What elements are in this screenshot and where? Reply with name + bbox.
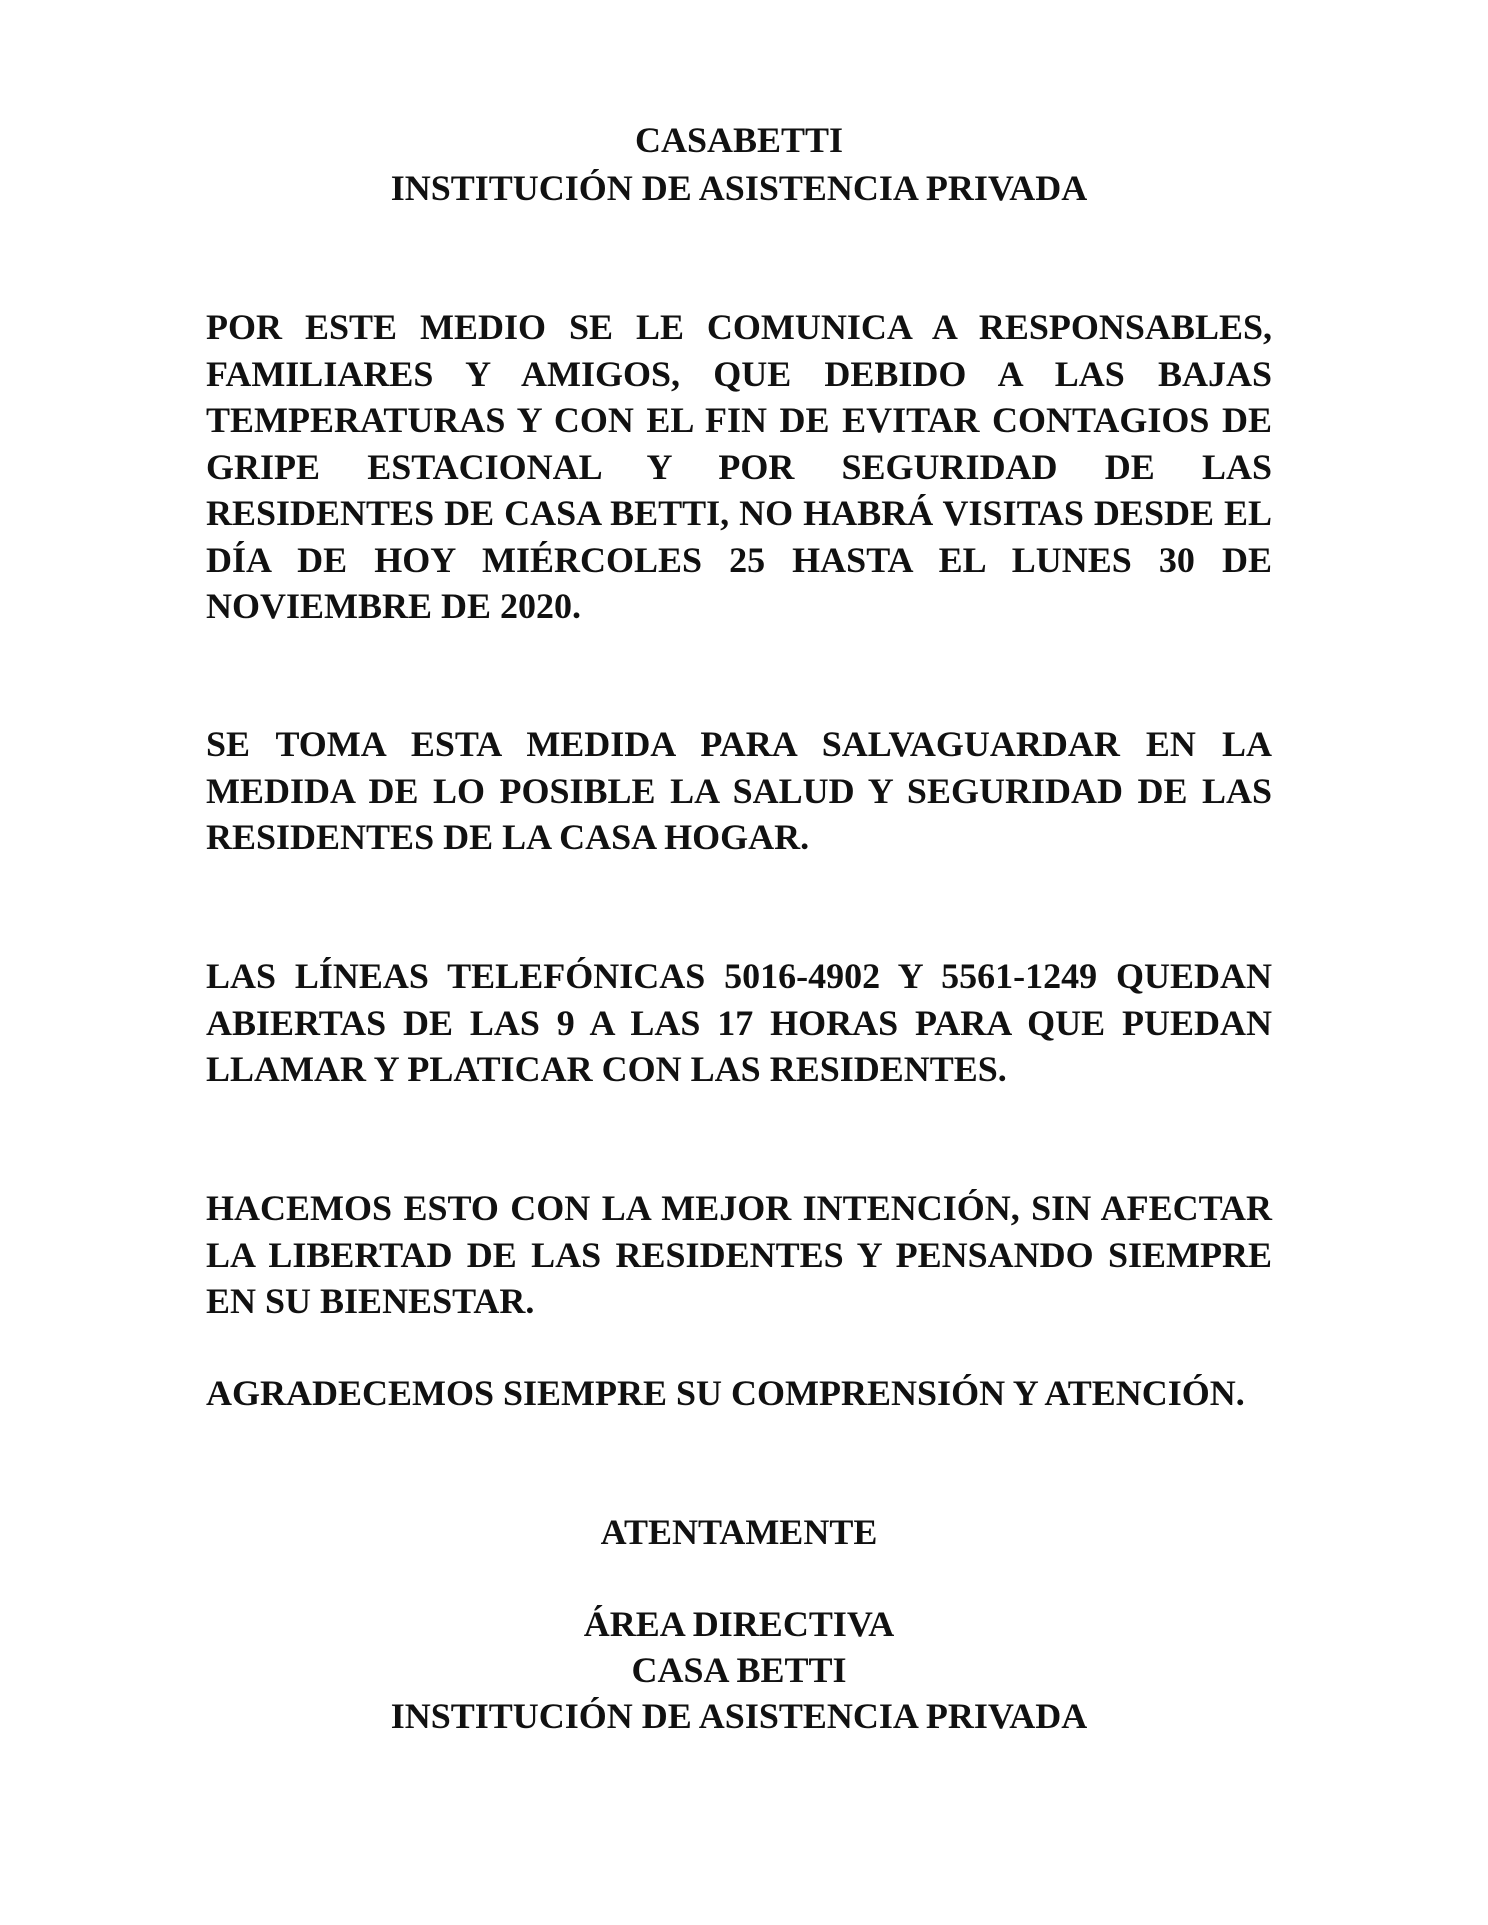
letterhead — [206, 116, 1272, 212]
intention-paragraph: HACEMOS ESTO CON LA MEJOR INTENCIÓN, SIN AFECTAR LA LIBERTAD DE LAS RESIDENTES Y PENSANDO SIEMPRE EN SU BIENESTAR. — [206, 1188, 1272, 1321]
organization-subtitle: INSTITUCIÓN DE ASISTENCIA PRIVADA — [390, 168, 1088, 208]
notice-paragraph: POR ESTE MEDIO SE LE COMUNICA A RESPONSABLES, FAMILIARES Y AMIGOS, QUE DEBIDO A LAS BAJAS TEMPERATURAS Y CON EL FIN DE EVITAR CONTAGIOS DE GRIPE ESTACIONAL Y POR SEGURIDAD DE LAS RESIDENTES DE CASA BETTI, NO HABRÁ VISITAS DESDE EL DÍA DE HOY MIÉRCOLES 25 HASTA EL LUNES 30 DE NOVIEMBRE DE 2020. — [206, 307, 1272, 626]
thanks-paragraph: AGRADECEMOS SIEMPRE SU COMPRENSIÓN Y ATENCIÓN. — [206, 1373, 1245, 1413]
closing-salutation: ATENTAMENTE — [600, 1512, 878, 1552]
phone-lines-paragraph: LAS LÍNEAS TELEFÓNICAS 5016-4902 Y 5561-1249 QUEDAN ABIERTAS DE LAS 9 A LAS 17 HORAS PARA QUE PUEDAN LLAMAR Y PLATICAR CON LAS RESIDENTES. — [206, 956, 1272, 1089]
document-page — [206, 0, 1272, 1925]
organization-name: CASABETTI — [634, 120, 844, 160]
signature-name: CASA BETTI — [631, 1650, 847, 1690]
signature-block — [206, 1601, 1272, 1739]
signature-area: ÁREA DIRECTIVA — [583, 1604, 895, 1644]
measure-paragraph: SE TOMA ESTA MEDIDA PARA SALVAGUARDAR EN LA MEDIDA DE LO POSIBLE LA SALUD Y SEGURIDAD DE LAS RESIDENTES DE LA CASA HOGAR. — [206, 724, 1272, 857]
signature-institution: INSTITUCIÓN DE ASISTENCIA PRIVADA — [390, 1696, 1088, 1736]
